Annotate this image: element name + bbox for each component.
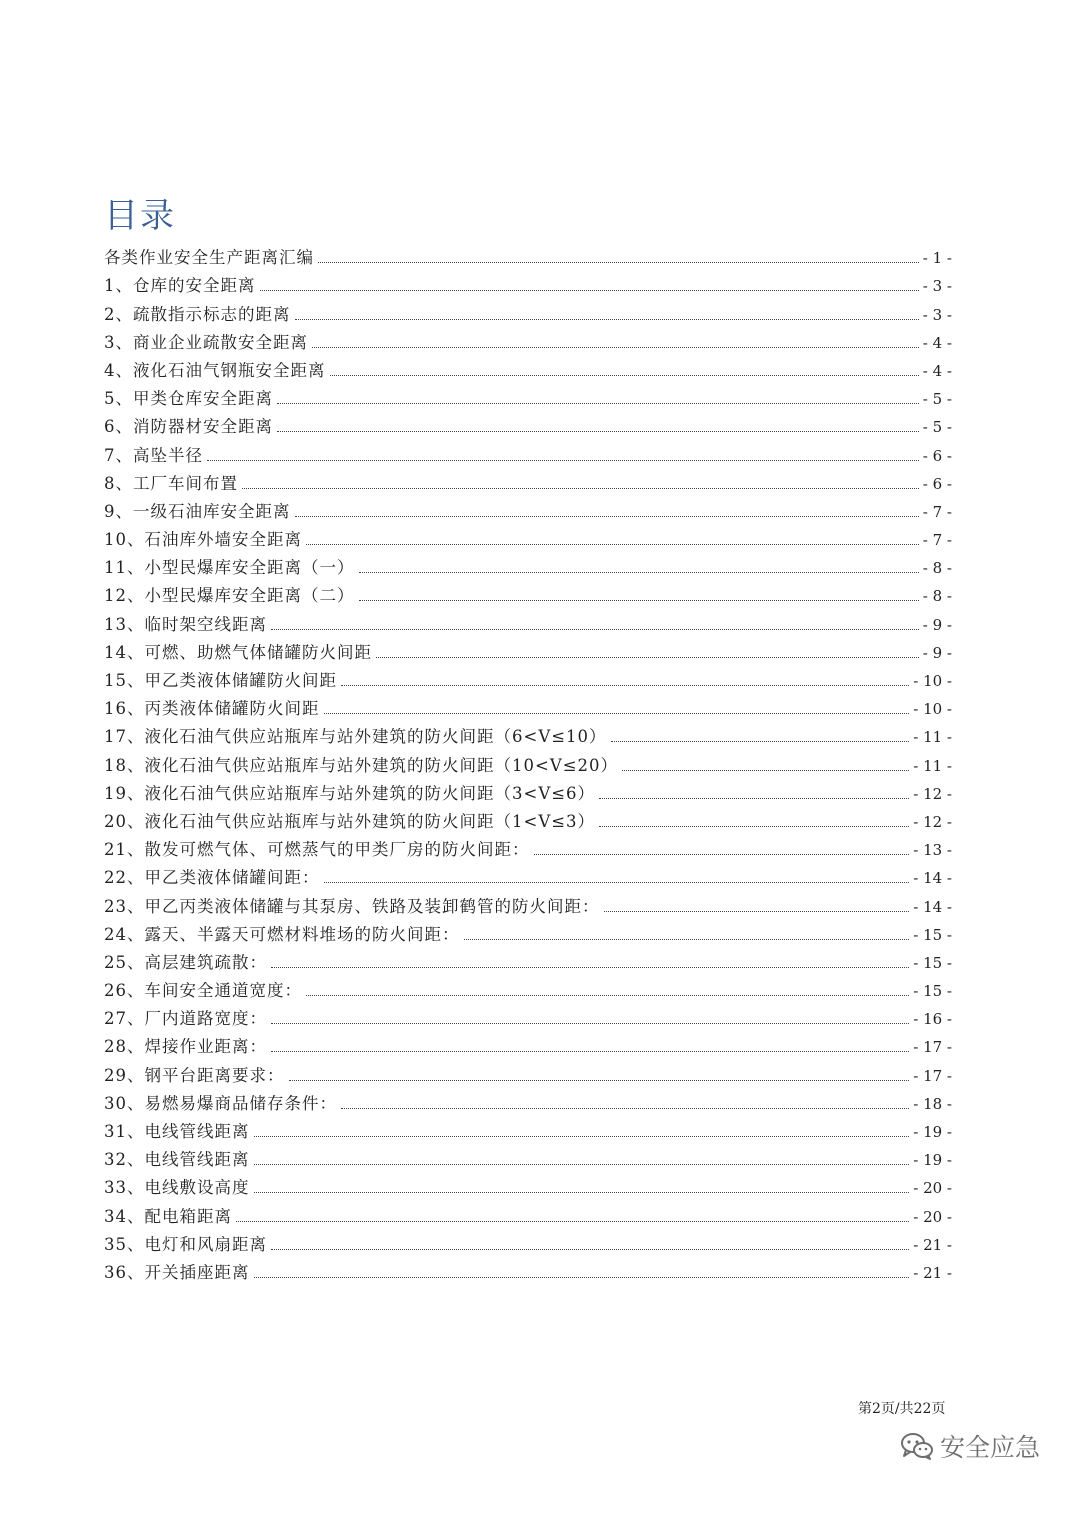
toc-entry-page: - 13 - — [913, 841, 952, 860]
watermark — [900, 1428, 1040, 1464]
toc-entry[interactable] — [104, 1170, 952, 1198]
toc-entry-label: 29、钢平台距离要求： — [104, 1065, 285, 1085]
toc-entry[interactable] — [104, 1255, 952, 1283]
toc-entry-page: - 21 - — [913, 1235, 952, 1254]
toc-entry-label: 28、焊接作业距离： — [104, 1037, 267, 1057]
toc-entry-label: 17、液化石油气供应站瓶库与站外建筑的防火间距（6<V≤10） — [104, 727, 607, 747]
toc-entry[interactable] — [104, 1198, 952, 1226]
toc-entry-page: - 5 - — [922, 418, 952, 437]
toc-entry-page: - 5 - — [922, 390, 952, 409]
toc-entry-label: 33、电线敷设高度 — [104, 1178, 250, 1198]
toc-entry[interactable] — [104, 747, 952, 775]
toc-entry[interactable] — [104, 353, 952, 381]
toc-entry-label: 16、丙类液体储罐防火间距 — [104, 699, 320, 719]
toc-entry-page: - 7 - — [922, 531, 952, 550]
toc-entry[interactable] — [104, 437, 952, 465]
toc-leader-dots — [611, 741, 910, 742]
toc-leader-dots — [341, 1108, 909, 1109]
toc-leader-dots — [207, 460, 919, 461]
toc-entry-page: - 9 - — [922, 643, 952, 662]
toc-entry[interactable] — [104, 1057, 952, 1085]
watermark-text: 安全应急 — [940, 1433, 1041, 1462]
toc-entry-label: 30、易燃易爆商品储存条件： — [104, 1093, 337, 1113]
toc-entry-label: 34、配电箱距离 — [104, 1206, 232, 1226]
toc-entry-label: 3、商业企业疏散安全距离 — [104, 332, 308, 352]
toc-leader-dots — [254, 1136, 910, 1137]
toc-entry[interactable] — [104, 1029, 952, 1057]
toc-entry[interactable] — [104, 268, 952, 296]
toc-entry[interactable] — [104, 296, 952, 324]
toc-entry[interactable] — [104, 409, 952, 437]
toc-leader-dots — [271, 1249, 909, 1250]
toc-entry[interactable] — [104, 804, 952, 832]
toc-list — [104, 240, 952, 1283]
toc-leader-dots — [359, 572, 919, 573]
toc-entry-label: 25、高层建筑疏散： — [104, 952, 267, 972]
toc-entry-label: 22、甲乙类液体储罐间距： — [104, 868, 320, 888]
toc-entry-label: 36、开关插座距离 — [104, 1262, 250, 1282]
toc-entry-page: - 4 - — [922, 361, 952, 380]
toc-leader-dots — [271, 967, 909, 968]
toc-entry-page: - 20 - — [913, 1207, 952, 1226]
toc-entry-page: - 1 - — [922, 249, 952, 268]
toc-entry-page: - 19 - — [913, 1123, 952, 1141]
toc-entry-label: 24、露天、半露天可燃材料堆场的防火间距： — [104, 924, 460, 944]
toc-entry-label: 35、电灯和风扇距离 — [104, 1234, 267, 1254]
toc-entry-label: 4、液化石油气钢瓶安全距离 — [104, 360, 326, 380]
toc-entry-page: - 15 - — [913, 925, 952, 944]
toc-leader-dots — [271, 629, 919, 630]
toc-leader-dots — [277, 431, 919, 432]
toc-entry-page: - 10 - — [913, 672, 952, 690]
toc-leader-dots — [359, 600, 919, 601]
toc-entry-page: - 8 - — [922, 559, 952, 578]
toc-entry[interactable] — [104, 1227, 952, 1255]
toc-leader-dots — [306, 544, 919, 545]
toc-entry-page: - 14 - — [913, 897, 952, 916]
toc-entry[interactable] — [104, 325, 952, 353]
toc-entry[interactable] — [104, 466, 952, 494]
toc-entry-label: 各类作业安全生产距离汇编 — [104, 248, 314, 268]
toc-entry-label: 11、小型民爆库安全距离（一） — [104, 558, 355, 578]
toc-entry-label: 6、消防器材安全距离 — [104, 417, 273, 437]
toc-entry-page: - 10 - — [913, 700, 952, 719]
toc-entry-page: - 12 - — [913, 784, 952, 803]
toc-entry[interactable] — [104, 973, 952, 1001]
toc-leader-dots — [260, 290, 919, 291]
toc-leader-dots — [236, 1221, 909, 1222]
toc-entry-label: 7、高坠半径 — [104, 445, 203, 465]
toc-entry[interactable] — [104, 1142, 952, 1170]
toc-entry[interactable] — [104, 635, 952, 663]
toc-leader-dots — [604, 911, 910, 912]
toc-entry-label: 14、可燃、助燃气体储罐防火间距 — [104, 642, 372, 662]
toc-leader-dots — [464, 939, 910, 940]
toc-entry-page: - 3 - — [922, 277, 952, 296]
toc-leader-dots — [254, 1192, 910, 1193]
toc-entry[interactable] — [104, 522, 952, 550]
toc-leader-dots — [318, 262, 919, 263]
toc-entry-label: 15、甲乙类液体储罐防火间距 — [104, 671, 337, 690]
toc-entry-page: - 14 - — [913, 869, 952, 888]
toc-leader-dots — [341, 685, 909, 686]
toc-entry-page: - 6 - — [922, 474, 952, 493]
toc-entry-page: - 15 - — [913, 982, 952, 1001]
toc-entry[interactable] — [104, 606, 952, 634]
toc-leader-dots — [599, 826, 909, 827]
toc-leader-dots — [376, 657, 919, 658]
toc-leader-dots — [534, 854, 910, 855]
toc-entry[interactable] — [104, 945, 952, 973]
toc-entry-label: 12、小型民爆库安全距离（二） — [104, 586, 355, 606]
toc-entry-page: - 4 - — [922, 333, 952, 352]
toc-entry-label: 20、液化石油气供应站瓶库与站外建筑的防火间距（1<V≤3） — [104, 811, 596, 831]
toc-entry-page: - 17 - — [913, 1066, 952, 1085]
toc-leader-dots — [599, 798, 909, 799]
toc-leader-dots — [324, 882, 910, 883]
toc-leader-dots — [295, 319, 919, 320]
toc-entry-label: 2、疏散指示标志的距离 — [104, 304, 291, 324]
toc-leader-dots — [242, 488, 919, 489]
toc-leader-dots — [277, 403, 919, 404]
toc-entry[interactable] — [104, 776, 952, 804]
toc-title: 目录 — [104, 196, 176, 236]
toc-entry[interactable] — [104, 494, 952, 522]
toc-entry-page: - 7 - — [922, 502, 952, 521]
toc-entry[interactable] — [104, 1114, 952, 1142]
toc-entry-label: 10、石油库外墙安全距离 — [104, 530, 302, 550]
toc-leader-dots — [254, 1277, 910, 1278]
toc-entry[interactable] — [104, 578, 952, 606]
toc-entry-page: - 21 - — [913, 1263, 952, 1282]
toc-leader-dots — [289, 1080, 910, 1081]
toc-entry-label: 32、电线管线距离 — [104, 1150, 250, 1170]
toc-leader-dots — [271, 1023, 909, 1024]
toc-entry[interactable] — [104, 240, 952, 268]
toc-entry[interactable] — [104, 719, 952, 747]
toc-entry-page: - 3 - — [922, 305, 952, 324]
toc-entry-page: - 18 - — [913, 1094, 952, 1113]
toc-entry-page: - 17 - — [913, 1038, 952, 1057]
toc-entry[interactable] — [104, 860, 952, 888]
toc-entry[interactable] — [104, 888, 952, 916]
toc-entry-label: 21、散发可燃气体、可燃蒸气的甲类厂房的防火间距： — [104, 840, 530, 860]
toc-entry-label: 27、厂内道路宽度： — [104, 1009, 267, 1029]
toc-entry-page: - 9 - — [922, 615, 952, 634]
toc-entry-page: - 15 - — [913, 953, 952, 972]
toc-entry-label: 5、甲类仓库安全距离 — [104, 389, 273, 409]
wechat-icon — [900, 1431, 934, 1461]
toc-leader-dots — [622, 770, 909, 771]
toc-entry-label: 1、仓库的安全距离 — [104, 276, 256, 296]
toc-entry[interactable] — [104, 832, 952, 860]
toc-entry-label: 19、液化石油气供应站瓶库与站外建筑的防火间距（3<V≤6） — [104, 783, 596, 803]
toc-leader-dots — [330, 375, 919, 376]
toc-entry-page: - 6 - — [922, 446, 952, 465]
toc-entry[interactable] — [104, 1086, 952, 1114]
toc-entry-page: - 8 - — [922, 587, 952, 606]
toc-entry-label: 18、液化石油气供应站瓶库与站外建筑的防火间距（10<V≤20） — [104, 755, 619, 775]
toc-entry-label: 13、临时架空线距离 — [104, 614, 267, 634]
toc-entry-page: - 20 - — [913, 1179, 952, 1198]
toc-leader-dots — [306, 995, 909, 996]
toc-entry[interactable] — [104, 691, 952, 719]
toc-leader-dots — [295, 516, 919, 517]
toc-entry[interactable] — [104, 917, 952, 945]
toc-entry-page: - 11 - — [913, 728, 952, 747]
toc-entry-label: 23、甲乙丙类液体储罐与其泵房、铁路及装卸鹤管的防火间距： — [104, 896, 600, 916]
toc-entry[interactable] — [104, 1001, 952, 1029]
toc-entry[interactable] — [104, 550, 952, 578]
toc-leader-dots — [254, 1164, 910, 1165]
toc-entry[interactable] — [104, 663, 952, 691]
page-indicator: 第2页/共22页 — [858, 1401, 946, 1417]
toc-entry-page: - 16 - — [913, 1010, 952, 1029]
toc-leader-dots — [312, 347, 919, 348]
toc-entry-page: - 12 - — [913, 812, 952, 831]
toc-entry-label: 8、工厂车间布置 — [104, 473, 238, 493]
toc-entry-page: - 19 - — [913, 1151, 952, 1170]
toc-entry[interactable] — [104, 381, 952, 409]
toc-leader-dots — [271, 1051, 909, 1052]
toc-leader-dots — [324, 713, 910, 714]
toc-entry-page: - 11 - — [913, 756, 952, 775]
toc-entry-label: 31、电线管线距离 — [104, 1122, 250, 1141]
toc-entry-label: 26、车间安全通道宽度： — [104, 981, 302, 1001]
toc-entry-label: 9、一级石油库安全距离 — [104, 501, 291, 521]
